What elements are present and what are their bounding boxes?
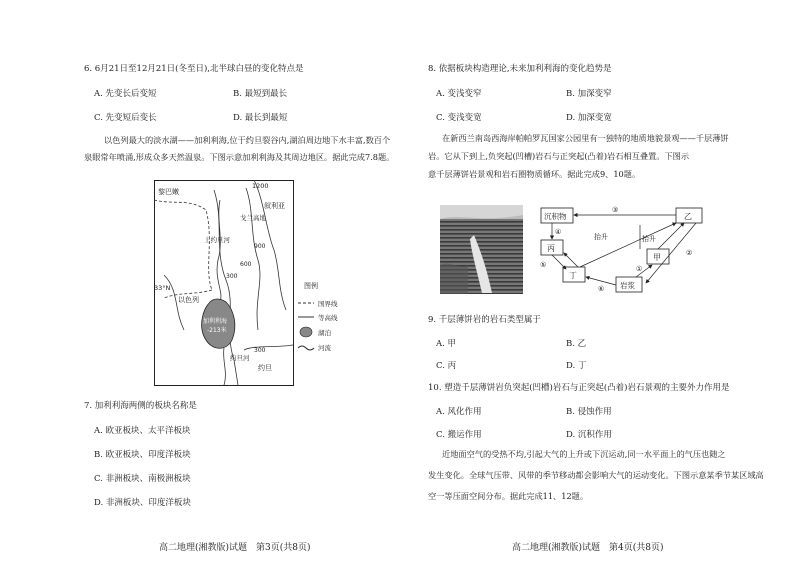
svg-text:河流: 河流 (318, 344, 331, 352)
q8-option-c: C. 变浅变宽 (436, 113, 482, 123)
q10-option-a: A. 风化作用 (436, 407, 482, 417)
q6-option-c: C. 先变短后变长 (94, 113, 157, 123)
svg-text:1200: 1200 (252, 182, 269, 190)
q10-option-c: C. 搬运作用 (436, 430, 482, 440)
svg-text:⑤: ⑤ (540, 261, 547, 269)
label-lebanon: 黎巴嫩 (158, 188, 179, 196)
q8-option-b: B. 加深变窄 (566, 89, 612, 99)
q6-option-b: B. 最短到最长 (233, 89, 288, 99)
svg-text:图例: 图例 (304, 282, 318, 290)
svg-text:⑥: ⑥ (598, 285, 605, 293)
svg-text:国界线: 国界线 (318, 300, 338, 308)
left-page-footer: 高二地理(湘教版)试题 第3页(共8页) (159, 543, 311, 553)
q9-option-c: C. 丙 (436, 361, 457, 371)
svg-text:①: ① (636, 265, 643, 273)
svg-text:33°N: 33°N (154, 284, 171, 292)
rock-cycle-diagram (536, 203, 712, 295)
q7-option-c: C. 非洲板块、南极洲板块 (94, 474, 191, 484)
svg-text:湖泊: 湖泊 (318, 329, 331, 337)
label-lake: 加利利海 (203, 318, 228, 325)
label-lower-jordan: 约旦河 (230, 354, 250, 362)
passage-7-8-line1: 以色列最大的淡水湖——加利利海,位于约旦裂谷内,湖泊周边地下水丰富,数百个 (104, 135, 391, 145)
question-7-stem: 7. 加利利海两侧的板块名称是 (84, 401, 197, 411)
q7-option-d: D. 非洲板块、印度洋板块 (94, 498, 191, 508)
q10-option-b: B. 侵蚀作用 (566, 407, 612, 417)
passage-9-10-line2: 岩。它从下到上,负突起(凹槽)岩石与正突起(凸着)岩石相互叠置。下图示 (428, 151, 690, 161)
q7-option-b: B. 欧亚板块、印度洋板块 (94, 450, 191, 460)
question-6-stem: 6. 6月21日至12月21日(冬至日),北半球白昼的变化特点是 (84, 64, 304, 74)
passage-9-10-line3: 意千层薄饼岩景观和岩石圈物质循环。据此完成9、10题。 (428, 169, 641, 179)
svg-text:乙: 乙 (684, 212, 692, 221)
label-jordan: 约旦 (258, 364, 272, 372)
svg-text:-213米: -213米 (207, 327, 227, 334)
q6-option-d: D. 最长到最短 (233, 113, 288, 123)
map-legend (298, 281, 338, 352)
q8-option-a: A. 变浅变窄 (436, 89, 482, 99)
svg-text:②: ② (686, 249, 693, 257)
label-upper-jordan: 上约旦河 (204, 236, 230, 244)
passage-9-10-line1: 在新西兰南岛西海岸帕帕罗瓦国家公园里有一独特的地质地貌景观——千层薄饼 (442, 133, 729, 143)
svg-text:③: ③ (612, 206, 619, 214)
svg-text:600: 600 (240, 261, 252, 268)
q6-option-a: A. 先变长后变短 (94, 89, 157, 99)
passage-11-12-line2: 发生变化。全球气压带、风带的季节移动都会影响大气的运动变化。下图示意某季节某区域高 (428, 470, 764, 480)
svg-text:丁: 丁 (569, 271, 577, 280)
label-golan: 戈兰高地 (240, 214, 266, 222)
q9-option-b: B. 乙 (566, 339, 587, 349)
passage-11-12-line1: 近地面空气的受热不均,引起大气的上升或下沉运动,同一水平面上的气压也随之 (442, 449, 726, 459)
galilee-map (154, 180, 368, 386)
svg-text:甲: 甲 (653, 253, 661, 262)
q7-option-a: A. 欧亚板块、太平洋板块 (94, 426, 191, 436)
svg-text:丙: 丙 (547, 244, 555, 253)
q9-option-a: A. 甲 (436, 339, 457, 349)
passage-7-8-line2: 泉眼常年喷涌,形成众多天然温泉。下图示意加利利海及其周边地区。据此完成7.8题。 (84, 152, 395, 162)
question-9-stem: 9. 千层薄饼岩的岩石类型属于 (428, 315, 541, 325)
label-syria: 叙利亚 (264, 202, 285, 210)
q8-option-d: D. 加深变宽 (566, 113, 612, 123)
svg-text:300: 300 (254, 347, 266, 354)
svg-text:300: 300 (226, 273, 238, 280)
svg-text:900: 900 (254, 243, 266, 250)
passage-11-12-line3: 空一等压面空间分布。据此完成11、12题。 (428, 491, 589, 501)
svg-text:抬升: 抬升 (594, 233, 608, 241)
svg-text:沉积物: 沉积物 (544, 212, 567, 221)
q9-option-d: D. 丁 (566, 361, 587, 371)
question-10-stem: 10. 塑造千层薄饼岩负突起(凹槽)岩石与正突起(凸着)岩石景观的主要外力作用是 (428, 383, 730, 393)
svg-text:岩浆: 岩浆 (620, 281, 635, 290)
pancake-rocks-photo (440, 205, 523, 294)
svg-text:④: ④ (555, 228, 562, 236)
right-page-footer: 高二地理(湘教版)试题 第4页(共8页) (512, 543, 664, 553)
q10-option-d: D. 沉积作用 (566, 430, 612, 440)
question-8-stem: 8. 依据板块构造理论,未来加利利海的变化趋势是 (428, 64, 612, 74)
svg-text:等高线: 等高线 (318, 314, 338, 322)
svg-text:抬升: 抬升 (642, 235, 656, 243)
label-israel: 以色列 (178, 296, 199, 304)
